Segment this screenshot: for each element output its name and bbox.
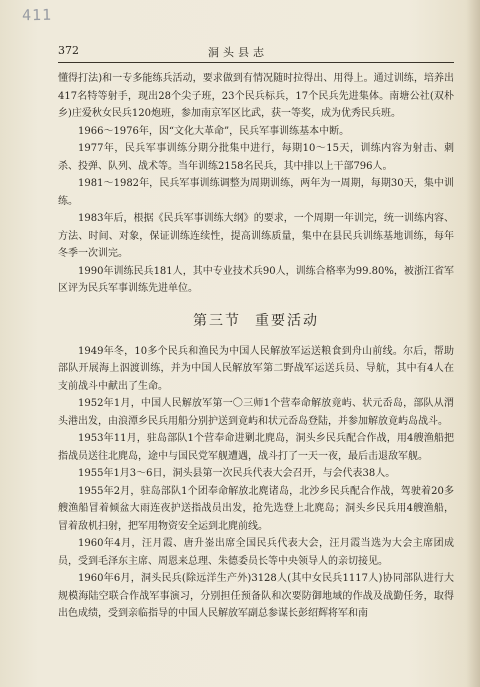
paragraph: 1960年4月，汪月霞、唐升崟出席全国民兵代表大会，汪月霞当选为大会主席团成员，受到毛泽东主席、周恩来总理、朱德委员长等中央领导人的亲切接见。: [58, 538, 454, 567]
header-rule: [58, 62, 454, 63]
paragraph: 1977年，民兵军事训练分期分批集中进行，每期10～15天，训练内容为射击、刺杀、投弹、队列、战术等。当年训练2158名民兵，其中排以上干部796人。: [58, 143, 454, 172]
paragraph: 1952年1月，中国人民解放军第一〇三师1个营奉命解放竟屿、状元岙岛，部队从渭头港出发，由浪潭乡民兵用船分别护送到竟屿和状元岙岛登陆，并参加解放竟屿岛战斗。: [58, 398, 454, 427]
page-header: [58, 44, 450, 62]
section-title: 重要活动: [255, 312, 319, 329]
paragraph: 1955年1月3～6日，洞头县第一次民兵代表大会召开，与会代表38人。: [78, 468, 396, 479]
paragraph: 1990年训练民兵181人，其中专业技术兵90人，训练合格率为99.80%，被浙江省军区评为民兵军事训练先进单位。: [58, 265, 454, 294]
paragraph: 1960年6月，洞头民兵(除远洋生产外)3128人(其中女民兵1117人)协同部队进行大规模海陆空联合作战军事演习，分别担任预备队和次要防御地域的作战及战勤任务，取得出色成绩，受到亲临指导的中国人民解放军副总参谋长彭绍辉将军和南: [58, 573, 454, 619]
page-body: [58, 70, 454, 623]
section-heading: [58, 311, 454, 331]
paragraph: 1983年后，根据《民兵军事训练大纲》的要求，一个周期一年训完，统一训练内容、方法、时间、对象，保证训练连续性，提高训练质量，集中在县民兵训练基地训练，每年冬季一次训完。: [58, 213, 454, 259]
paragraph: 1949年冬，10多个民兵和渔民为中国人民解放军运送粮食到舟山前线。尔后，帮助部队开展海上泅渡训练，并为中国人民解放军第二野战军运送兵员、导航，其中有4人在支前战斗中献出了生命。: [58, 345, 454, 392]
paragraph: 1955年2月，驻岛部队1个团奉命解放北麂诸岛，北沙乡民兵配合作战，驾驶着20多艘渔船冒着倾盆大雨连夜护送指战员出发，抢先选登上北麂岛；洞头乡民兵用4艘渔船，冒着敌机扫射，把军用物资安全运到北麂前线。: [58, 485, 454, 532]
page-binding-shadow: [466, 0, 480, 687]
archive-stamp: 411: [21, 5, 53, 25]
section-number: 第三节: [193, 312, 241, 329]
paragraph: 1981～1982年，民兵军事训练调整为周期训练，两年为一周期，每期30天，集中训练。: [58, 178, 454, 207]
page-number: 372: [58, 44, 79, 57]
running-title: 洞头县志: [208, 46, 268, 59]
paragraph: 1953年11月，驻岛部队1个营奉命进剿北麂岛，洞头乡民兵配合作战，用4艘渔船把指战员送往北麂岛，途中与国民党军舰遭遇，战斗打了一天一夜，最后击退敌军舰。: [58, 433, 454, 462]
paragraph: 懂得打法)和一专多能练兵活动，要求做到有情况随时拉得出、用得上。通过训练，培养出417名特等射手，现出28个尖子班，23个民兵标兵，17个民兵先进集体。南塘公社(双朴乡)庄爱秋女民兵120炮班，参加南京军区比武，获一等奖，成为优秀民兵班。: [58, 73, 454, 119]
paragraph: 1966～1976年，因“文化大革命”，民兵军事训练基本中断。: [78, 125, 350, 137]
